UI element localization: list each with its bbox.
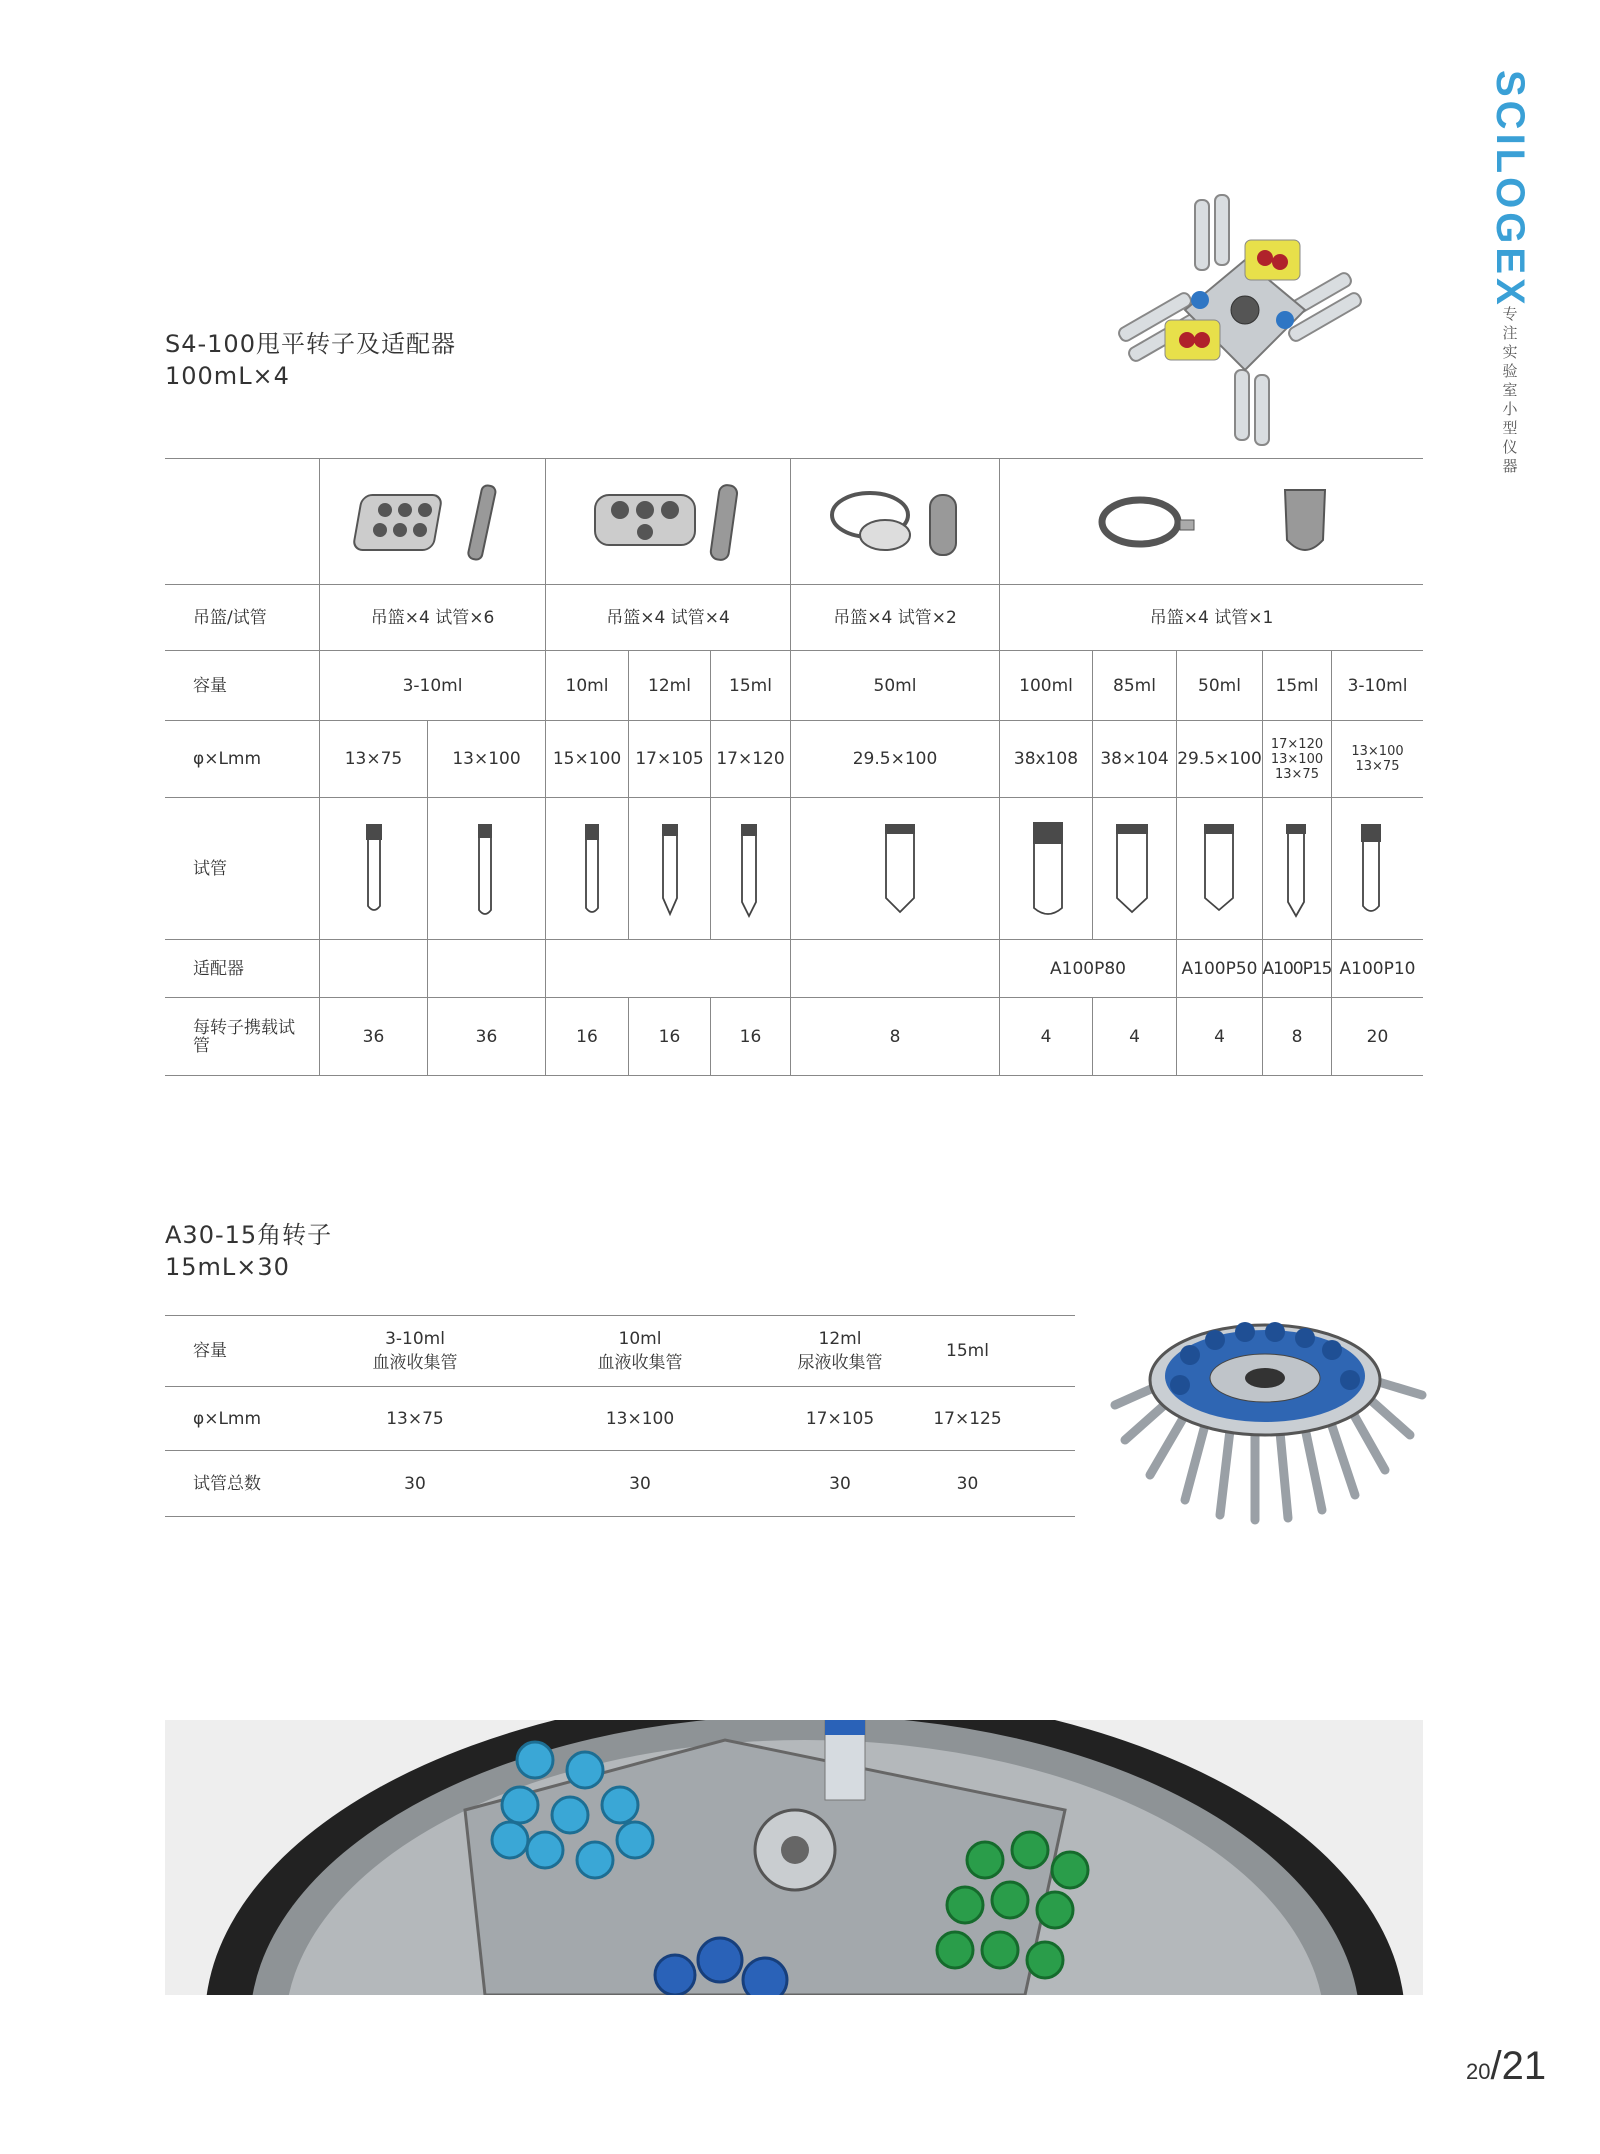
- page-number: 20/21: [1466, 2044, 1547, 2088]
- table1-image-row: [165, 458, 1423, 585]
- basket-cell: 吊篮×4 试管×6: [370, 607, 495, 628]
- section2-subtitle: 15mL×30: [165, 1253, 290, 1281]
- dim-cell: 13×100: [452, 749, 521, 769]
- tube-icons: [165, 798, 1423, 940]
- swing-rotor-image: [1105, 190, 1380, 455]
- load-label: 每转子携载试管: [193, 1017, 295, 1056]
- adapter-cell: A100P15: [1262, 958, 1332, 979]
- total-cell: 30: [404, 1473, 426, 1494]
- adapter-cell: A100P50: [1181, 958, 1258, 979]
- adapter-cell: A100P10: [1339, 958, 1416, 979]
- basket-cell: 吊篮×4 试管×1: [1149, 607, 1274, 628]
- load-cell: 8: [1291, 1026, 1303, 1047]
- capacity-cell: 15ml: [946, 1340, 989, 1361]
- capacity-cell: 3-10ml 血液收集管: [372, 1328, 458, 1373]
- basket-cell: 吊篮×4 试管×2: [833, 607, 957, 628]
- dim-cell: 17×125: [933, 1408, 1002, 1429]
- capacity-cell: 50ml: [873, 675, 917, 696]
- load-cell: 16: [739, 1026, 762, 1047]
- dim-cell: 38x108: [1013, 749, 1079, 769]
- dim-cell: 29.5×100: [852, 749, 938, 769]
- capacity-cell: 100ml: [1019, 675, 1073, 696]
- basket-label: 吊篮/试管: [193, 607, 267, 628]
- capacity-cell: 12ml: [648, 675, 691, 696]
- basket-6-icon: [350, 480, 520, 565]
- capacity-cell: 10ml: [565, 675, 609, 696]
- brand-name: SCILOGEX: [1488, 70, 1532, 309]
- tube-label: 试管: [193, 858, 227, 879]
- basket-1-icon: [1095, 480, 1355, 565]
- dim-cell: 13×75: [344, 749, 403, 769]
- brand-logo: [1488, 70, 1532, 309]
- table1-load-row: [165, 998, 1423, 1076]
- dim-cell: 13×75: [386, 1408, 444, 1429]
- load-cell: 20: [1366, 1026, 1389, 1047]
- dim-cell: 17×105: [805, 1408, 875, 1429]
- load-cell: 4: [1129, 1026, 1140, 1047]
- load-cell: 4: [1040, 1026, 1052, 1047]
- table1-dim-row: [165, 721, 1423, 798]
- dim-cell: 15×100: [552, 749, 622, 769]
- basket-2-icon: [825, 480, 975, 565]
- dim-cell: 38×104: [1100, 749, 1169, 769]
- capacity-cell: 12ml 尿液收集管: [797, 1328, 883, 1373]
- dim-cell: 29.5×100: [1177, 749, 1262, 769]
- load-cell: 16: [658, 1026, 681, 1047]
- capacity-label: 容量: [193, 1340, 227, 1361]
- total-label: 试管总数: [193, 1473, 261, 1494]
- load-cell: 36: [475, 1026, 498, 1047]
- total-cell: 30: [629, 1473, 651, 1494]
- table1-capacity-row: [165, 651, 1423, 721]
- capacity-cell: 3-10ml: [1347, 675, 1408, 696]
- dim-cell-multi: 13×100 13×75: [1351, 744, 1404, 774]
- dim-cell: 17×105: [635, 749, 704, 769]
- basket-4-icon: [585, 480, 755, 565]
- dim-cell-multi: 17×120 13×100 13×75: [1270, 736, 1324, 782]
- capacity-cell: 85ml: [1113, 675, 1156, 696]
- section2-title: A30-15角转子: [165, 1221, 333, 1249]
- capacity-label: 容量: [193, 675, 227, 696]
- dim-label: φ×Lmm: [193, 749, 262, 769]
- total-cell: 30: [956, 1473, 979, 1494]
- total-cell: 30: [829, 1473, 851, 1494]
- basket-cell: 吊篮×4 试管×4: [606, 607, 730, 628]
- capacity-cell: 50ml: [1198, 675, 1241, 696]
- table1-adapter-row: [165, 940, 1423, 998]
- table2-total-row: [165, 1451, 1075, 1517]
- capacity-cell: 15ml: [729, 675, 772, 696]
- capacity-cell: 15ml: [1275, 675, 1319, 696]
- dim-cell: 17×120: [716, 749, 785, 769]
- capacity-cell: 3-10ml: [402, 675, 463, 696]
- load-cell: 36: [362, 1026, 385, 1047]
- load-cell: 8: [889, 1026, 901, 1047]
- table2-capacity-row: [165, 1315, 1075, 1387]
- table1-tube-row: [165, 798, 1423, 940]
- section1-subtitle: 100mL×4: [165, 362, 290, 390]
- dim-cell: 13×100: [605, 1408, 675, 1429]
- dim-label: φ×Lmm: [193, 1408, 262, 1429]
- brand-tagline: 专 注 实 验 室 小 型 仪 器: [1502, 305, 1518, 475]
- angle-rotor-image: [1110, 1290, 1430, 1530]
- centrifuge-photo: [165, 1720, 1423, 1995]
- section1-title: S4-100甩平转子及适配器: [165, 330, 456, 358]
- capacity-cell: 10ml 血液收集管: [597, 1328, 683, 1373]
- load-cell: 16: [576, 1026, 598, 1047]
- adapter-cell: A100P80: [1050, 958, 1126, 979]
- table1-basket-row: [165, 585, 1423, 651]
- load-cell: 4: [1214, 1026, 1225, 1047]
- adapter-label: 适配器: [193, 958, 244, 979]
- table2-dim-row: [165, 1387, 1075, 1451]
